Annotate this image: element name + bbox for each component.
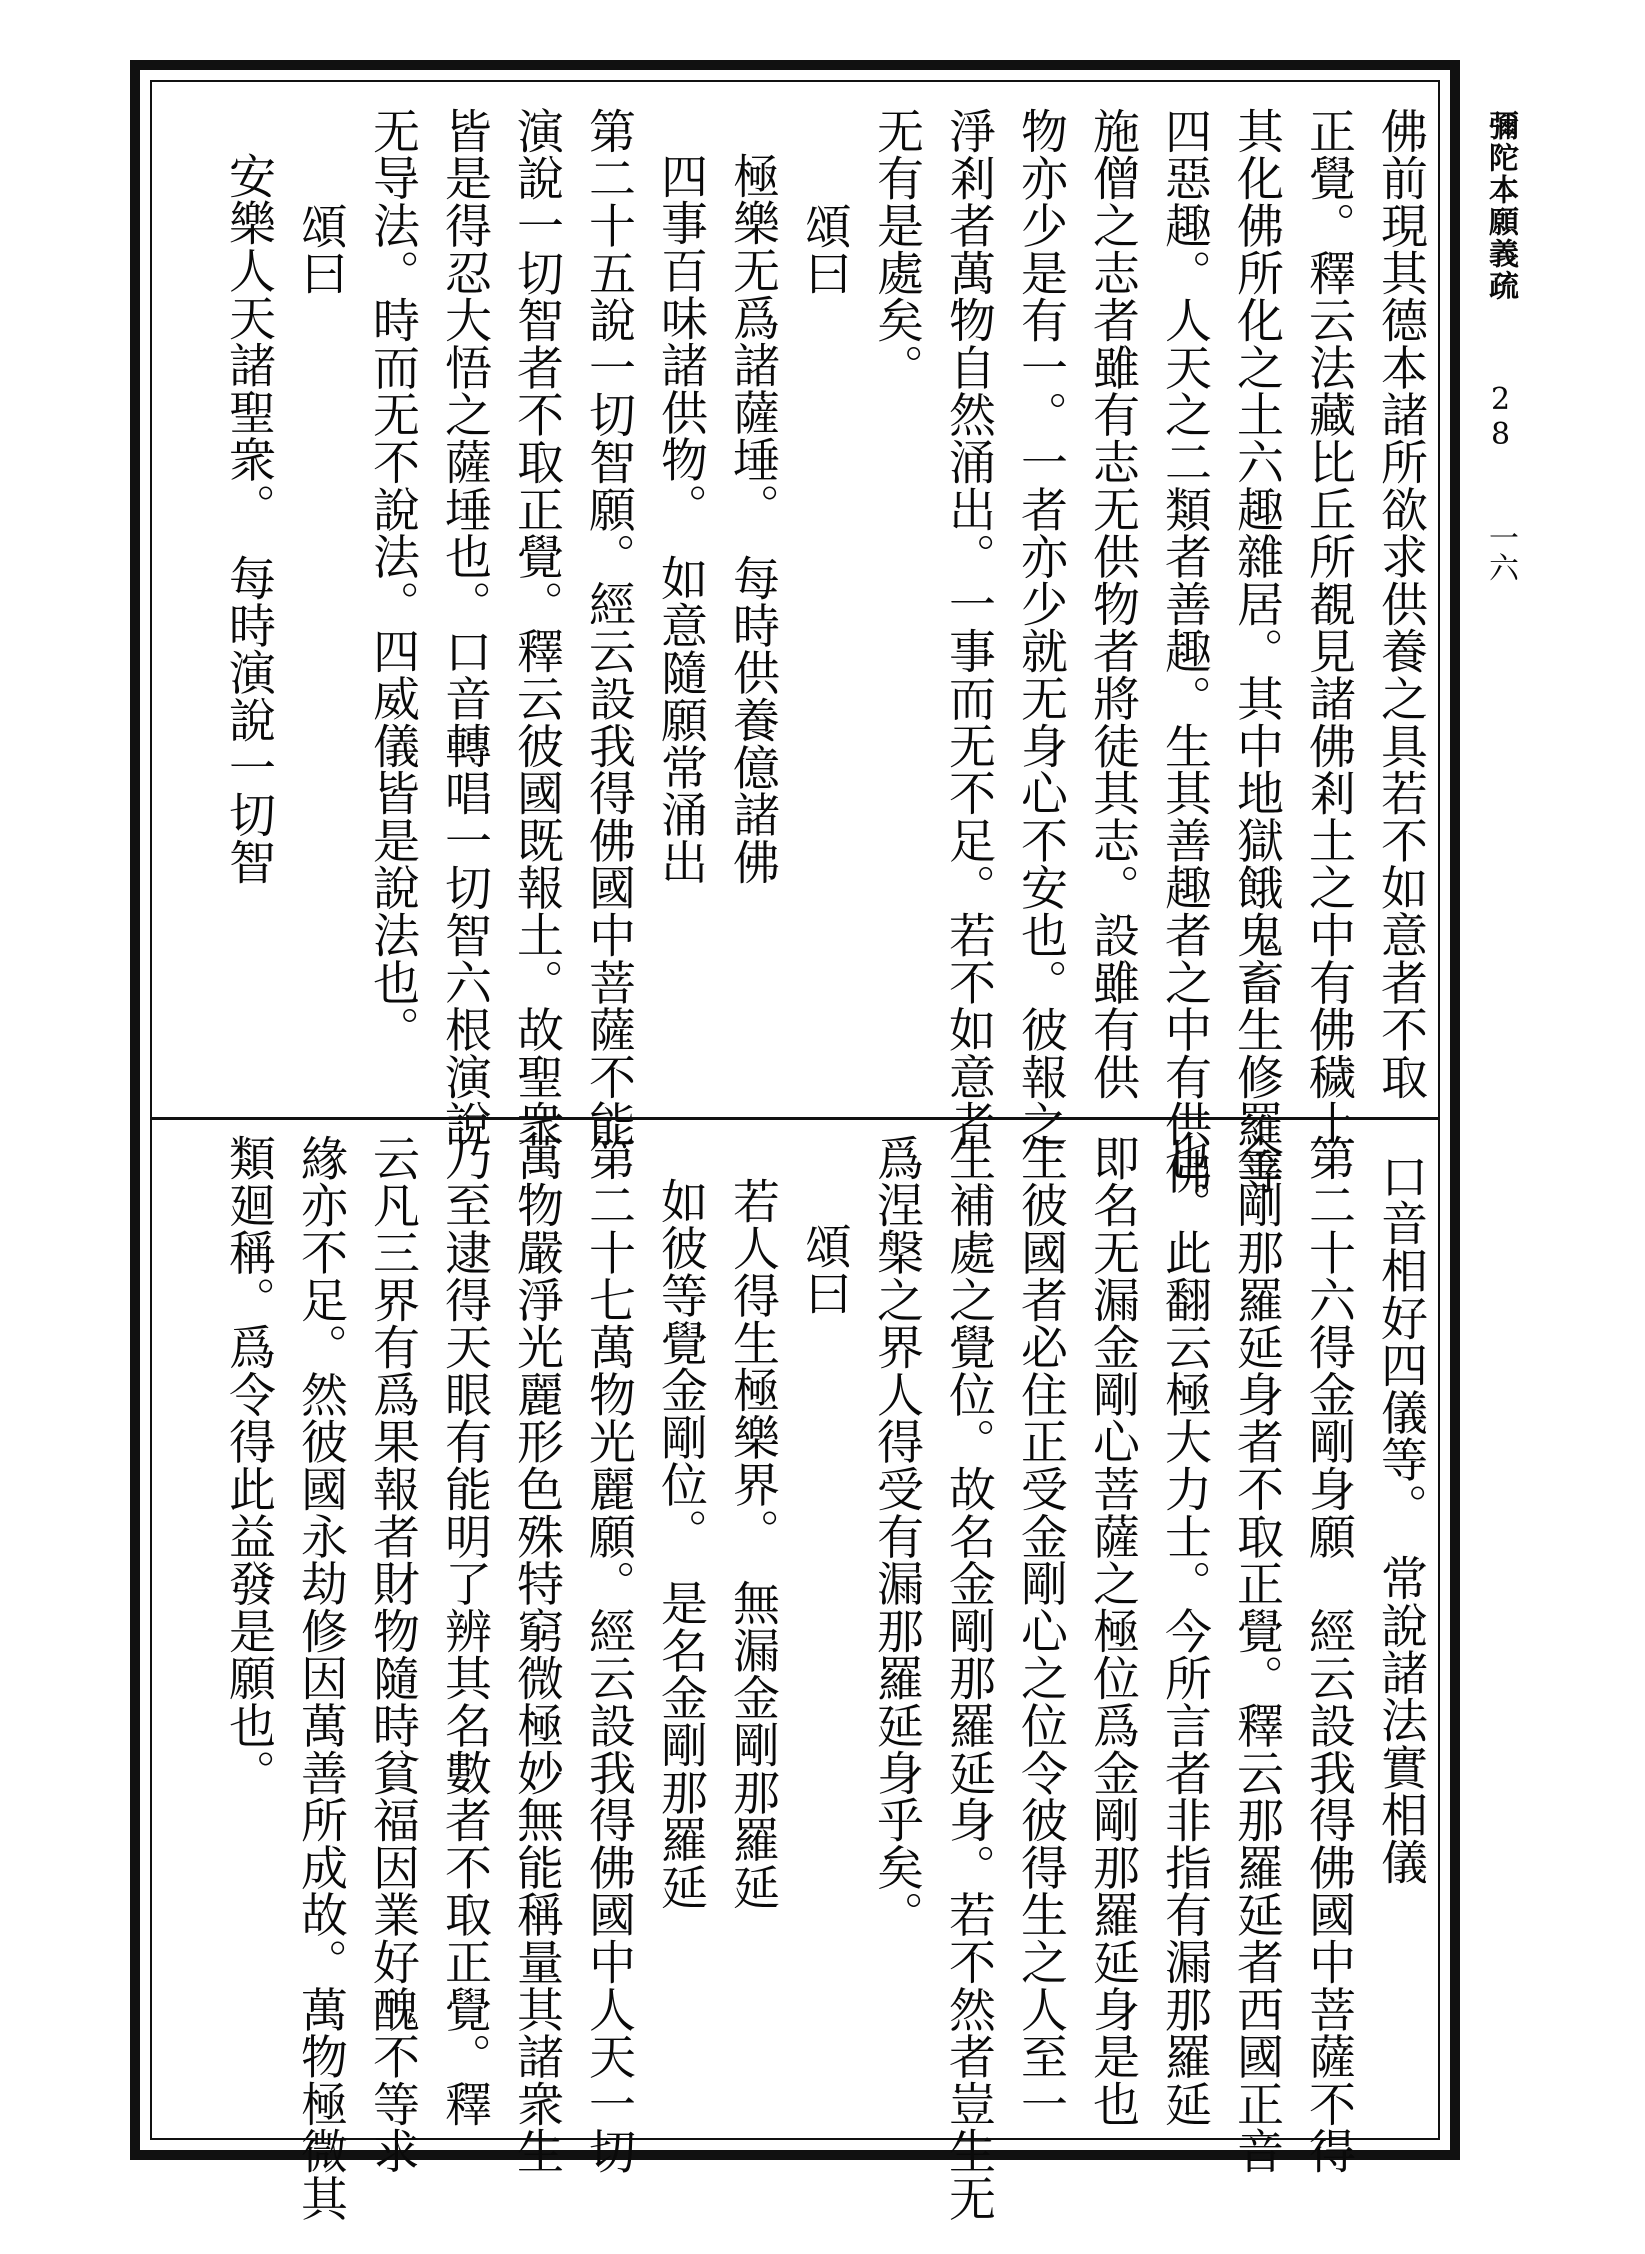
text-column: 施僧之志者雖有志无供物者將徒其志。設雖有供 xyxy=(1085,107,1140,1101)
verse-line: 四事百味諸供物。 如意隨願常涌出 xyxy=(653,152,708,886)
text-column: 生彼國者必住正受金剛心之位令彼得生之人至一 xyxy=(1013,1134,1068,2128)
text-column: 金剛那羅延身者不取正覺。釋云那羅延者西國正音 xyxy=(1229,1134,1284,2175)
text-column: 淨剎者萬物自然涌出。一事而无不足。若不如意者 xyxy=(941,107,996,1148)
verse-line: 如彼等覺金剛位。 是名金剛那羅延 xyxy=(653,1177,708,1911)
text-column: 物亦少是有一。一者亦少就无身心不安也。彼報之 xyxy=(1013,107,1068,1148)
page-frame xyxy=(130,60,1460,2222)
text-column: 類廻稱。爲令得此益發是願也。 xyxy=(221,1134,276,1797)
text-column: 也。此翻云極大力士。今所言者非指有漏那羅延 xyxy=(1157,1134,1212,2128)
text-column: 四惡趣。人天之二類者善趣。生其善趣者之中有供佛 xyxy=(1157,107,1212,1195)
verse-heading: 頌曰 xyxy=(797,202,852,297)
text-column: 第二十七萬物光麗願。經云設我得佛國中人天一切 xyxy=(581,1134,636,2175)
text-column: 正覺。釋云法藏比丘所覩見諸佛剎土之中有佛穢土 xyxy=(1301,107,1356,1148)
verse-heading: 頌曰 xyxy=(797,1222,852,1317)
page-frame-inner xyxy=(150,80,1440,2222)
text-column: 第二十五說一切智願。經云設我得佛國中菩薩不能 xyxy=(581,107,636,1148)
text-column: 其化佛所化之土六趣雜居。其中地獄餓鬼畜生修羅等 xyxy=(1229,107,1284,1195)
text-column: 即名无漏金剛心菩薩之極位爲金剛那羅延身是也 xyxy=(1085,1134,1140,2128)
text-column: 緣亦不足。然彼國永劫修因萬善所成故。萬物極微其 xyxy=(293,1134,348,2222)
register-divider xyxy=(152,1117,1438,1120)
page-margin-header xyxy=(1478,110,1522,582)
text-column: 爲涅槃之界人得受有漏那羅延身乎矣。 xyxy=(869,1134,924,1939)
book-title: 彌陀本願義疏 xyxy=(1483,110,1518,302)
text-column: 乃至逮得天眼有能明了辨其名數者不取正覺。釋 xyxy=(437,1134,492,2128)
text-column: 皆是得忍大悟之薩埵也。口音轉唱一切智六根演說 xyxy=(437,107,492,1148)
text-column: 云凡三界有爲果報者財物隨時貧福因業好醜不等求 xyxy=(365,1134,420,2175)
text-column: 无有是處矣。 xyxy=(869,107,924,391)
text-column: 生補處之覺位。故名金剛那羅延身。若不然者豈生无 xyxy=(941,1134,996,2222)
text-column: 演說一切智者不取正覺。釋云彼國既報土。故聖衆 xyxy=(509,107,564,1148)
verse-line: 口音相好四儀等。 常說諸法實相儀 xyxy=(1373,1152,1428,1886)
verse-line: 安樂人天諸聖衆。 每時演說一切智 xyxy=(221,152,276,886)
page-number: 28 xyxy=(1483,382,1518,452)
verse-line: 若人得生極樂界。 無漏金剛那羅延 xyxy=(725,1177,780,1911)
text-column: 第二十六得金剛身願 經云設我得佛國中菩薩不得 xyxy=(1301,1134,1356,2175)
text-column: 佛前現其德本諸所欲求供養之具若不如意者不取 xyxy=(1373,107,1428,1101)
verse-heading: 頌曰 xyxy=(293,202,348,297)
verse-line: 極樂无爲諸薩埵。 每時供養億諸佛 xyxy=(725,152,780,886)
text-column: 无导法。時而无不說法。四威儀皆是說法也。 xyxy=(365,107,420,1053)
text-column: 萬物嚴淨光麗形色殊特窮微極妙無能稱量其諸衆生 xyxy=(509,1134,564,2175)
page-kanji-number: 一六 xyxy=(1483,522,1518,582)
